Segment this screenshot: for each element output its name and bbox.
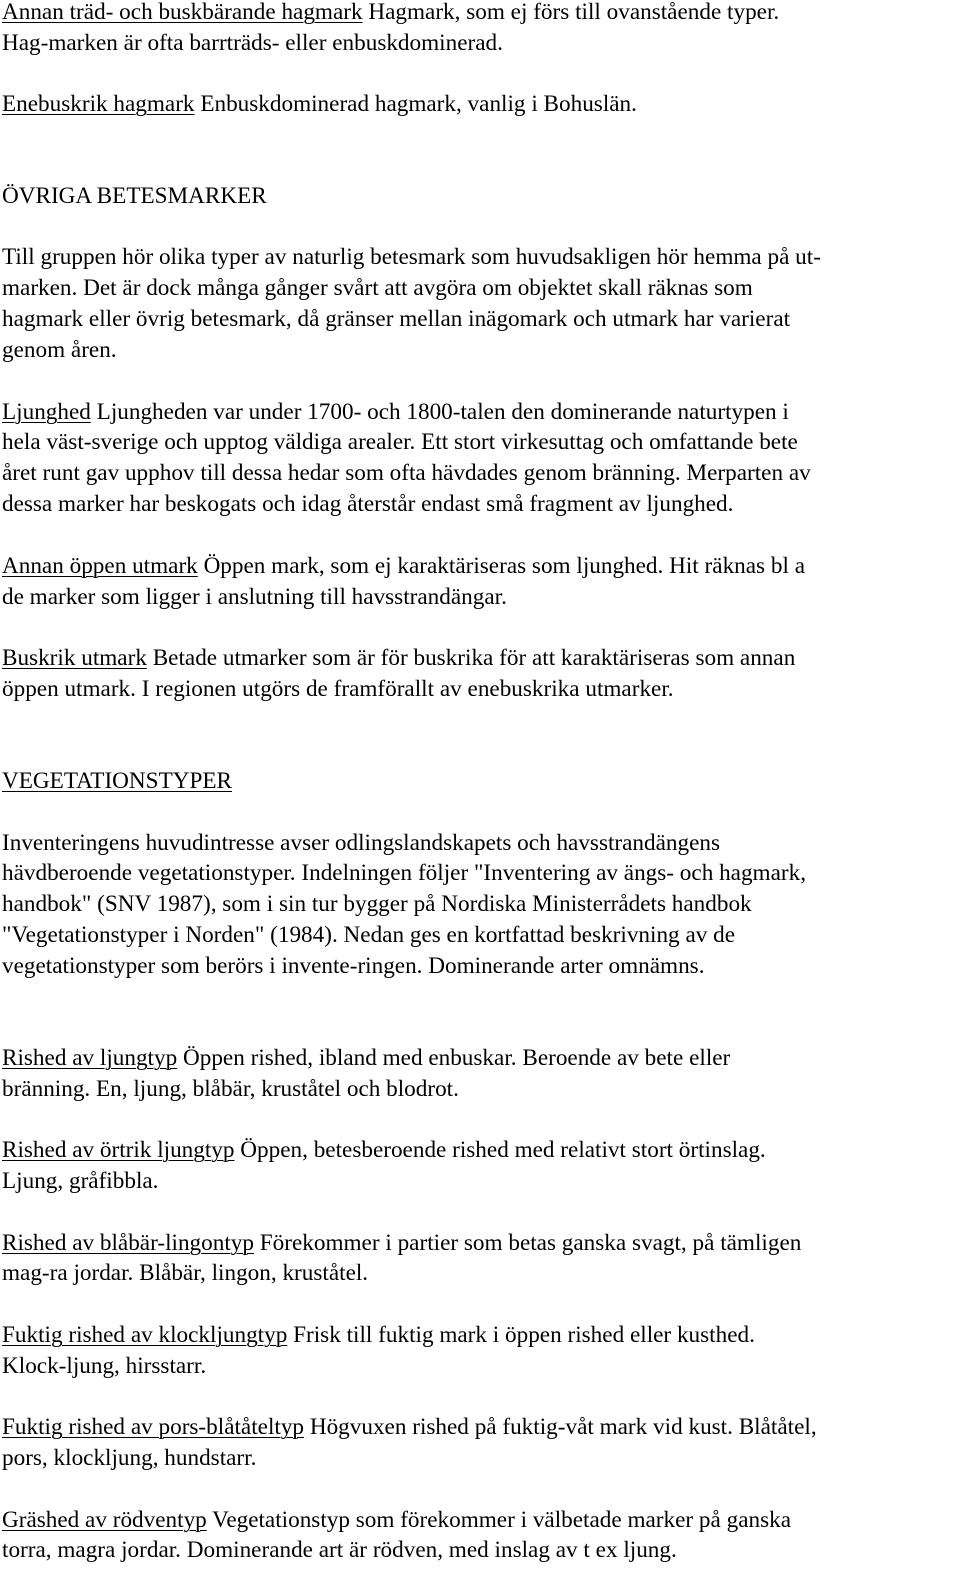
line-text: Klock-ljung, hirsstarr. bbox=[2, 1353, 207, 1379]
text-line bbox=[2, 582, 507, 612]
term-label: Enebuskrik hagmark bbox=[2, 91, 195, 117]
line-text: Högvuxen rished på fuktig-våt mark vid kust. Blåtåtel, bbox=[304, 1414, 817, 1440]
line-text: Ljung, gråfibbla. bbox=[2, 1168, 159, 1194]
line-text: pors, klockljung, hundstarr. bbox=[2, 1445, 257, 1471]
line-text: genom åren. bbox=[2, 337, 117, 363]
line-text: hagmark eller övrig betesmark, då gränser mellan inägomark och utmark har varierat bbox=[2, 306, 791, 332]
line-text: Öppen mark, som ej karaktäriseras som ljunghed. Hit räknas bl a bbox=[197, 553, 805, 579]
line-text: året runt gav upphov till dessa hedar som ofta hävdades genom bränning. Merparten av bbox=[2, 460, 811, 486]
term-label: Annan öppen utmark bbox=[2, 553, 198, 579]
line-text: Betade utmarker som är för buskrika för att karaktäriseras som annan bbox=[146, 645, 796, 671]
line-text: öppen utmark. I regionen utgörs de framförallt av enebuskrika utmarker. bbox=[2, 676, 674, 702]
line-text: Hag-marken är ofta barrträds- eller enbuskdominerad. bbox=[2, 30, 503, 56]
term-label: Buskrik utmark bbox=[2, 645, 147, 671]
text-line bbox=[2, 858, 806, 888]
text-line bbox=[2, 1166, 158, 1196]
heading-text: VEGETATIONSTYPER bbox=[2, 768, 233, 794]
term-label: Gräshed av rödventyp bbox=[2, 1507, 207, 1533]
line-text: hela väst-sverige och upptog väldiga arealer. Ett stort virkesuttag och omfattande bete bbox=[2, 429, 798, 455]
term-label: Rished av örtrik ljungtyp bbox=[2, 1137, 235, 1163]
text-line bbox=[2, 489, 733, 519]
text-line bbox=[2, 1043, 730, 1073]
text-line bbox=[2, 1228, 801, 1258]
text-line bbox=[2, 951, 705, 981]
line-text: de marker som ligger i anslutning till havsstrandängar. bbox=[2, 584, 507, 610]
section-heading bbox=[2, 181, 267, 211]
line-text: "Vegetationstyper i Norden" (1984). Nedan ges en kortfattad beskrivning av de bbox=[2, 922, 736, 948]
text-line bbox=[2, 28, 503, 58]
term-label: Annan träd- och buskbärande hagmark bbox=[2, 0, 363, 25]
text-line bbox=[2, 89, 637, 119]
line-text: Inventeringens huvudintresse avser odlingslandskapets och havsstrandängens bbox=[2, 830, 720, 856]
text-line bbox=[2, 1320, 755, 1350]
text-line bbox=[2, 1074, 459, 1104]
line-text: mag-ra jordar. Blåbär, lingon, kruståtel. bbox=[2, 1260, 369, 1286]
text-line bbox=[2, 1412, 817, 1442]
line-text: Ljungheden var under 1700- och 1800-talen den dominerande naturtypen i bbox=[90, 399, 789, 425]
text-line bbox=[2, 427, 798, 457]
line-text: Till gruppen hör olika typer av naturlig betesmark som huvudsakligen hör hemma på ut- bbox=[2, 244, 821, 270]
term-label: Rished av ljungtyp bbox=[2, 1045, 178, 1071]
heading-text: ÖVRIGA BETESMARKER bbox=[2, 183, 267, 209]
line-text: Enbuskdominerad hagmark, vanlig i Bohuslän. bbox=[194, 91, 637, 117]
text-line bbox=[2, 242, 821, 272]
text-line bbox=[2, 828, 720, 858]
term-label: Fuktig rished av klockljungtyp bbox=[2, 1322, 288, 1348]
text-line bbox=[2, 0, 779, 27]
text-line bbox=[2, 1443, 256, 1473]
term-label: Ljunghed bbox=[2, 399, 91, 425]
text-line bbox=[2, 551, 805, 581]
text-line bbox=[2, 1351, 206, 1381]
text-line bbox=[2, 1535, 677, 1565]
line-text: torra, magra jordar. Dominerande art är rödven, med inslag av t ex ljung. bbox=[2, 1537, 677, 1563]
line-text: hävdberoende vegetationstyper. Indelningen följer "Inventering av ängs- och hagmark, bbox=[2, 860, 806, 886]
line-text: Förekommer i partier som betas ganska svagt, på tämligen bbox=[253, 1230, 802, 1256]
text-line bbox=[2, 304, 790, 334]
text-line bbox=[2, 1258, 368, 1288]
text-line bbox=[2, 920, 735, 950]
line-text: Frisk till fuktig mark i öppen rished eller kusthed. bbox=[287, 1322, 755, 1348]
section-heading bbox=[2, 766, 232, 796]
line-text: handbok" (SNV 1987), som i sin tur bygger på Nordiska Ministerrådets handbok bbox=[2, 891, 752, 917]
line-text: Hagmark, som ej förs till ovanstående typer. bbox=[362, 0, 780, 25]
line-text: vegetationstyper som berörs i invente-ringen. Dominerande arter omnämns. bbox=[2, 953, 705, 979]
text-line bbox=[2, 674, 674, 704]
text-line bbox=[2, 1505, 791, 1535]
text-line bbox=[2, 458, 811, 488]
text-line bbox=[2, 889, 752, 919]
line-text: Öppen rished, ibland med enbuskar. Beroende av bete eller bbox=[177, 1045, 731, 1071]
line-text: marken. Det är dock många gånger svårt att avgöra om objektet skall räknas som bbox=[2, 275, 753, 301]
line-text: Vegetationstyp som förekommer i välbetade marker på ganska bbox=[206, 1507, 791, 1533]
line-text: bränning. En, ljung, blåbär, kruståtel och blodrot. bbox=[2, 1076, 459, 1102]
text-line bbox=[2, 1135, 766, 1165]
line-text: dessa marker har beskogats och idag återstår endast små fragment av ljunghed. bbox=[2, 491, 734, 517]
text-line bbox=[2, 643, 795, 673]
text-line bbox=[2, 397, 789, 427]
term-label: Rished av blåbär-lingontyp bbox=[2, 1230, 254, 1256]
line-text: Öppen, betesberoende rished med relativt stort örtinslag. bbox=[234, 1137, 766, 1163]
text-line bbox=[2, 273, 753, 303]
term-label: Fuktig rished av pors-blåtåteltyp bbox=[2, 1414, 305, 1440]
text-line bbox=[2, 335, 117, 365]
